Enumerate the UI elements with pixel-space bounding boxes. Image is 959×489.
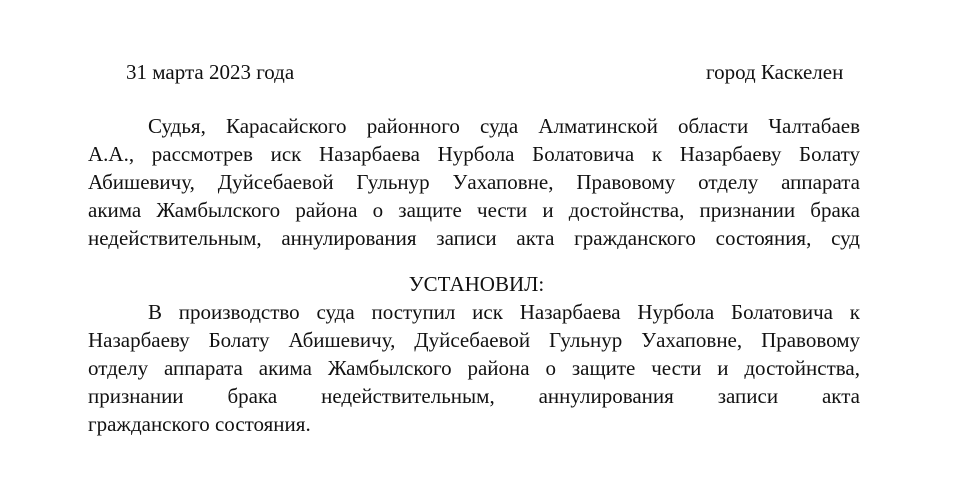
intro-line-5: недействительным, аннулирования записи акта гражданского состояния, суд: [88, 226, 860, 250]
document-city: город Каскелен: [706, 60, 844, 84]
body-line-3: отделу аппарата акима Жамбылского района о защите чести и достойнства,: [88, 356, 860, 380]
section-heading-text: УСТАНОВИЛ:: [408, 272, 545, 296]
document-date: 31 марта 2023 года: [126, 60, 295, 84]
intro-line-3: Абишевичу, Дуйсебаевой Гульнур Уахаповне, Правовому отделу аппарата: [88, 170, 860, 194]
body-line-1: В производство суда поступил иск Назарбаева Нурбола Болатовича к: [148, 300, 860, 324]
section-heading: [0, 270, 959, 298]
intro-line-2: А.А., рассмотрев иск Назарбаева Нурбола Болатовича к Назарбаеву Болату: [88, 142, 860, 166]
body-line-4: признании брака недействительным, аннулирования записи акта: [88, 384, 860, 408]
intro-line-4: акима Жамбылского района о защите чести и достойнства, признании брака: [88, 198, 860, 222]
body-line-5: гражданского состояния.: [88, 412, 311, 436]
body-line-2: Назарбаеву Болату Абишевичу, Дуйсебаевой Гульнур Уахаповне, Правовому: [88, 328, 860, 352]
intro-line-1: Судья, Карасайского районного суда Алматинской области Чалтабаев: [148, 114, 860, 138]
